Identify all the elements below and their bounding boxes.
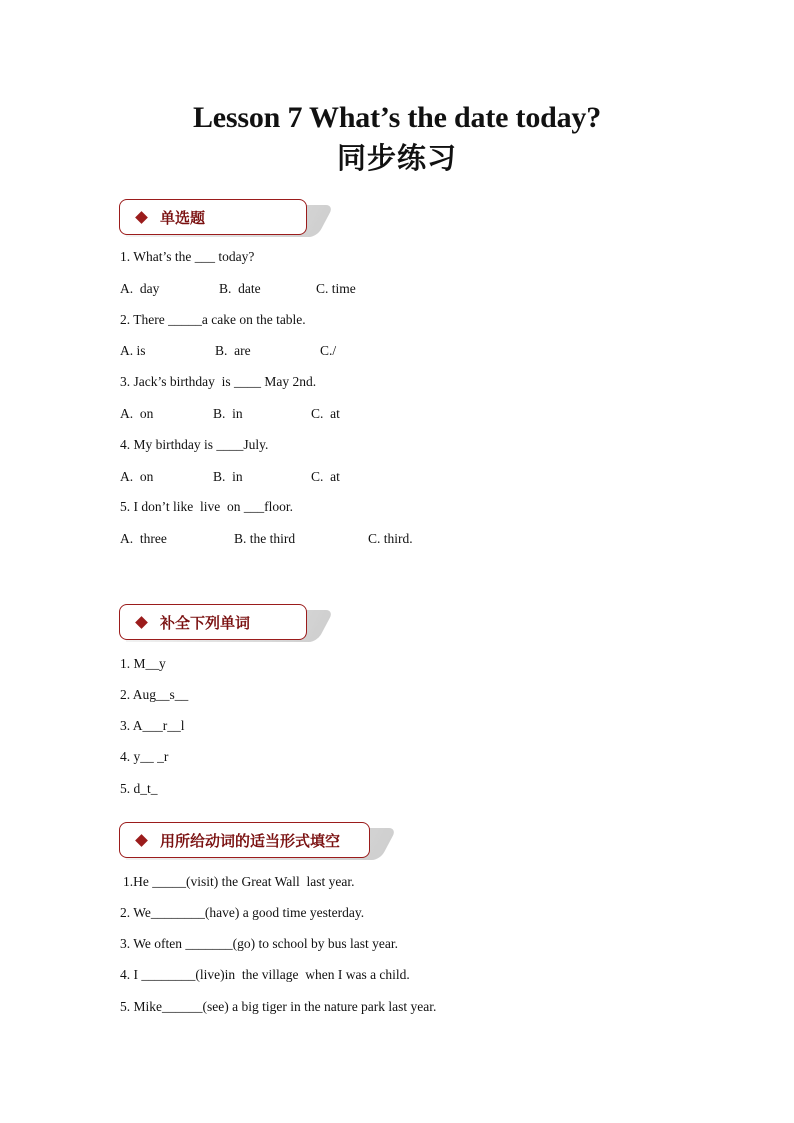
question-stem: 4. My birthday is ____July. (120, 437, 269, 452)
list-item: 1.He _____(visit) the Great Wall last year. (123, 874, 355, 889)
section-heading: 补全下列单词 (160, 613, 251, 632)
list-item: 5. d_t_ (120, 781, 158, 796)
answer-option: B. the third (234, 531, 296, 546)
list-item: 4. I ________(live)in the village when I was a child. (120, 967, 410, 982)
list-item: 3. A___r__l (120, 718, 185, 733)
answer-option: B. are (215, 343, 251, 358)
answer-option: C. time (316, 281, 356, 296)
list-item: 1. M__y (120, 656, 166, 671)
answer-option: B. date (219, 281, 261, 296)
section-heading: 单选题 (160, 208, 206, 227)
section-header-multiple-choice (119, 199, 307, 235)
list-item: 5. Mike______(see) a big tiger in the nature park last year. (120, 999, 437, 1014)
list-item: 3. We often _______(go) to school by bus last year. (120, 936, 398, 951)
section-header-box (119, 822, 370, 858)
answer-option: A. is (120, 343, 146, 358)
question-stem: 1. What’s the ___ today? (120, 249, 255, 264)
page-title-chinese: 同步练习 (336, 141, 457, 175)
answer-option: C. at (311, 469, 340, 484)
list-item: 2. Aug__s__ (120, 687, 189, 702)
answer-option: A. on (120, 469, 154, 484)
answer-option: C. third. (368, 531, 413, 546)
answer-option: B. in (213, 469, 243, 484)
answer-option: C./ (320, 343, 337, 358)
page-title-english: Lesson 7 What’s the date today? (193, 101, 601, 134)
section-header-complete-words (119, 604, 307, 640)
question-stem: 5. I don’t like live on ___floor. (120, 499, 293, 514)
question-stem: 3. Jack’s birthday is ____ May 2nd. (120, 374, 317, 389)
list-item: 2. We________(have) a good time yesterday. (120, 905, 365, 920)
answer-option: A. on (120, 406, 154, 421)
section-heading: 用所给动词的适当形式填空 (160, 831, 341, 850)
list-item: 4. y__ _r (120, 749, 169, 764)
answer-option: A. day (120, 281, 160, 296)
section-header-box (119, 199, 307, 235)
diamond-bullet-icon (135, 834, 148, 847)
answer-option: A. three (120, 531, 167, 546)
answer-option: B. in (213, 406, 243, 421)
answer-option: C. at (311, 406, 340, 421)
diamond-bullet-icon (135, 616, 148, 629)
section-header-box (119, 604, 307, 640)
section-header-verb-forms (119, 822, 370, 858)
diamond-bullet-icon (135, 211, 148, 224)
question-stem: 2. There _____a cake on the table. (120, 312, 306, 327)
